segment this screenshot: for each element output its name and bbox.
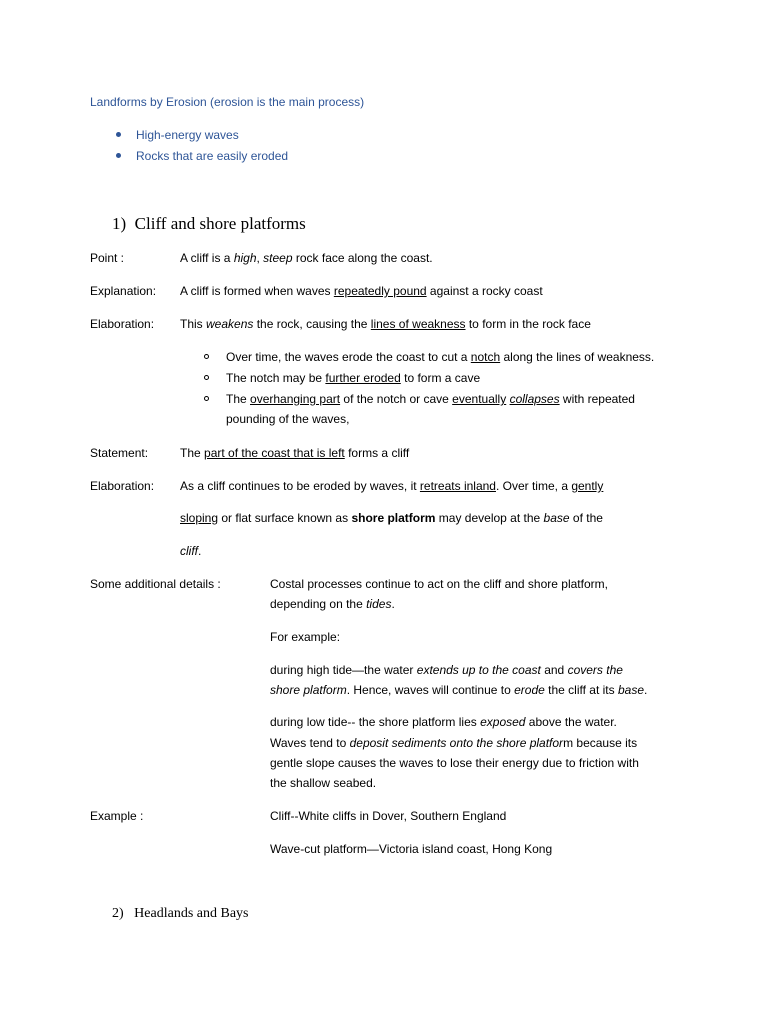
sub-item-cave: The notch may be further eroded to form a cave	[226, 371, 481, 385]
section-1-title: Cliff and shore platforms	[134, 214, 306, 233]
section-1-heading	[112, 214, 306, 234]
low-tide-line-1: during low tide-- the shore platform lies exposed above the water.	[270, 715, 617, 729]
circle-bullet-icon	[204, 375, 209, 380]
low-tide-line-2: Waves tend to deposit sediments onto the shore platform because its	[270, 736, 638, 750]
additional-p1-line-1: Costal processes continue to act on the cliff and shore platform,	[270, 577, 608, 591]
low-tide-line-3: gentle slope causes the waves to lose their energy due to friction with	[270, 756, 639, 770]
sub-item-notch: Over time, the waves erode the coast to cut a notch along the lines of weakness.	[226, 350, 655, 364]
elaboration-label-2: Elaboration:	[90, 479, 155, 493]
intro-bullet-1: High-energy waves	[136, 128, 239, 142]
explanation-text: A cliff is formed when waves repeatedly pound against a rocky coast	[180, 284, 543, 298]
example-label: Example :	[90, 809, 144, 823]
bullet-dot	[116, 132, 121, 137]
statement-label: Statement:	[90, 446, 149, 460]
example-cliff: Cliff--White cliffs in Dover, Southern England	[270, 809, 507, 823]
additional-p1-line-2: depending on the tides.	[270, 597, 395, 611]
bullet-dot	[116, 153, 121, 158]
sub-item-collapse: The overhanging part of the notch or cave eventually collapses with repeated	[226, 392, 635, 406]
section-2-heading	[112, 905, 248, 923]
elaboration-2-line-1: As a cliff continues to be eroded by waves, it retreats inland. Over time, a gently	[180, 479, 604, 493]
additional-details-label: Some additional details :	[90, 577, 221, 591]
circle-bullet-icon	[204, 396, 209, 401]
low-tide-line-4: the shallow seabed.	[270, 776, 377, 790]
circle-bullet-icon	[204, 354, 209, 359]
high-tide-line-2: shore platform. Hence, waves will continue to erode the cliff at its base.	[270, 683, 648, 697]
elaboration-text: This weakens the rock, causing the lines of weakness to form in the rock face	[180, 317, 591, 331]
elaboration-2-line-3: cliff.	[180, 544, 202, 558]
intro-heading: Landforms by Erosion (erosion is the main process)	[90, 95, 365, 109]
elaboration-label: Elaboration:	[90, 317, 155, 331]
point-text: A cliff is a high, steep rock face along the coast.	[180, 251, 433, 265]
statement-text: The part of the coast that is left forms a cliff	[180, 446, 410, 460]
elaboration-2-line-2: sloping or flat surface known as shore platform may develop at the base of the	[180, 511, 603, 525]
example-platform: Wave-cut platform—Victoria island coast, Hong Kong	[270, 842, 553, 856]
section-1-number: 1)	[112, 214, 127, 233]
for-example-text: For example:	[270, 630, 341, 644]
sub-item-collapse-cont: pounding of the waves,	[226, 412, 350, 426]
high-tide-line-1: during high tide—the water extends up to the coast and covers the	[270, 663, 623, 677]
point-label: Point :	[90, 251, 125, 265]
section-2-number: 2)	[112, 906, 124, 921]
intro-bullet-2: Rocks that are easily eroded	[136, 149, 289, 163]
explanation-label: Explanation:	[90, 284, 157, 298]
section-2-title: Headlands and Bays	[134, 906, 249, 921]
